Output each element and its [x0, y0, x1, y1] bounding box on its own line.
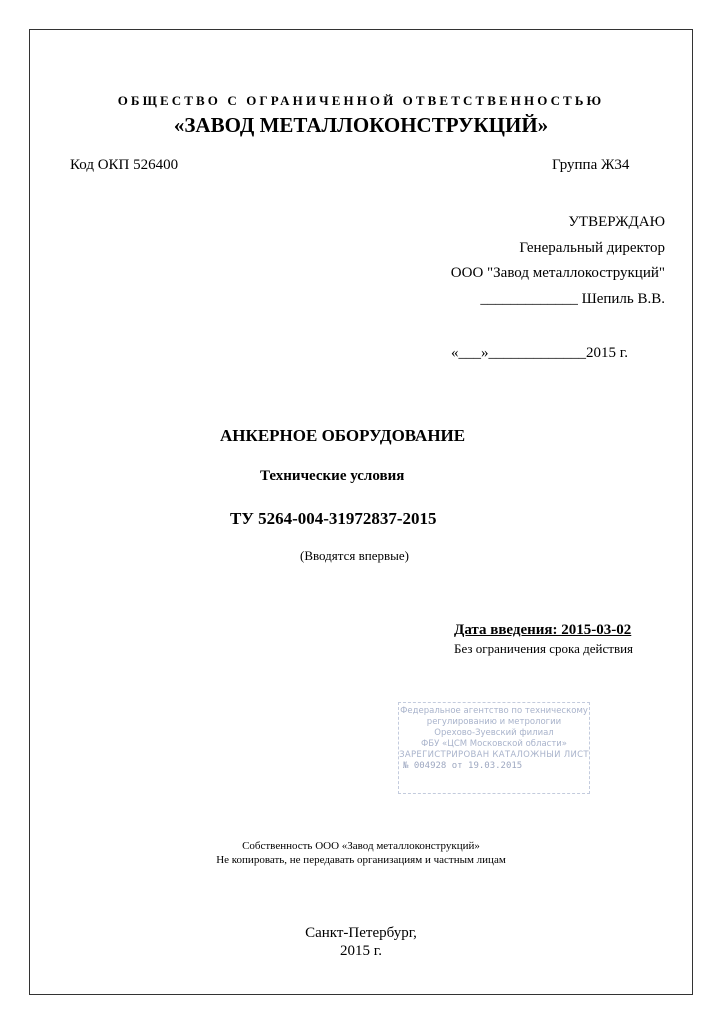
introduction-date: Дата введения: 2015-03-02: [454, 622, 632, 638]
introduced-note: (Вводятся впервые): [300, 548, 409, 563]
stamp-branch: Орехово-Зуевский филиал: [434, 728, 554, 738]
tu-number: ТУ 5264-004-31972837-2015: [230, 509, 437, 528]
year: 2015 г.: [340, 943, 382, 959]
organization-name: «ЗАВОД МЕТАЛЛОКОНСТРУКЦИЙ»: [173, 113, 549, 137]
group-code: Группа Ж34: [552, 157, 630, 173]
property-notice: [29, 839, 693, 867]
approver-signature: _____________ Шепиль В.В.: [480, 290, 665, 307]
city: Санкт-Петербург,: [305, 925, 417, 941]
approver-company: ООО "Завод металлокострукций": [450, 265, 665, 281]
stamp-agency-sub: регулированию и метрологии: [426, 717, 562, 727]
organization-type: ОБЩЕСТВО С ОГРАНИЧЕННОЙ ОТВЕТСТВЕННОСТЬЮ: [117, 93, 605, 108]
approve-heading: УТВЕРЖДАЮ: [568, 214, 665, 230]
approval-block: [451, 210, 665, 312]
stamp-registered: ЗАРЕГИСТРИРОВАН КАТАЛОЖНЫЙ ЛИСТ: [399, 750, 589, 760]
property-owner: Собственность ООО «Завод металлоконструкций»: [242, 840, 480, 852]
validity-note: Без ограничения срока действия: [454, 641, 634, 656]
copy-restriction: Не копировать, не передавать организациям и частным лицам: [216, 854, 506, 866]
registration-stamp: [398, 702, 590, 794]
approval-date: «___»_____________2015 г.: [451, 345, 628, 361]
place-and-year: [29, 924, 693, 960]
document-subtitle: Технические условия: [260, 468, 405, 484]
approver-position: Генеральный директор: [519, 239, 665, 256]
stamp-center: ФБУ «ЦСМ Московской области»: [420, 739, 568, 749]
document-title: АНКЕРНОЕ ОБОРУДОВАНИЕ: [220, 426, 466, 445]
okp-code: Код ОКП 526400: [70, 157, 179, 173]
stamp-number: № 004928 от 19.03.2015: [403, 761, 523, 771]
stamp-agency: Федеральное агентство по техническому: [400, 706, 588, 716]
